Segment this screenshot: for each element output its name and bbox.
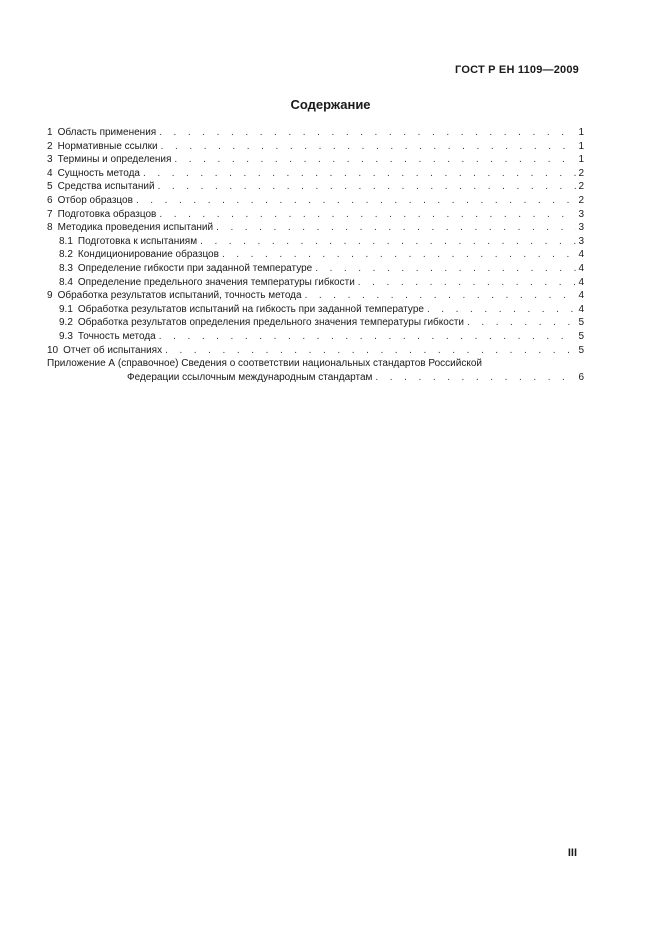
dot-leader	[159, 330, 577, 344]
toc-entry-title: Подготовка к испытаниям	[77, 235, 198, 247]
dot-leader	[161, 140, 577, 154]
toc-entry-page: 2	[578, 167, 584, 179]
dot-leader	[427, 303, 576, 317]
toc-entry-title: Обработка результатов определения предельного значения температуры гибкости	[77, 317, 464, 329]
dot-leader	[159, 126, 576, 140]
toc-entry	[47, 316, 584, 330]
toc-entry	[47, 248, 584, 262]
dot-leader	[375, 371, 576, 385]
table-of-contents	[47, 126, 584, 384]
toc-entry	[47, 330, 584, 344]
toc-entry-page: 1	[578, 140, 584, 152]
toc-entry-number: 2	[47, 140, 53, 152]
dot-leader	[200, 235, 576, 249]
dot-leader	[158, 180, 577, 194]
toc-entry-number: 1	[47, 127, 53, 138]
toc-entry-title: Обработка результатов испытаний на гибкость при заданной температуре	[77, 303, 424, 315]
dot-leader	[159, 208, 576, 222]
toc-entry-number: 5	[47, 181, 53, 193]
dot-leader	[358, 276, 577, 290]
toc-entry	[47, 303, 584, 317]
dot-leader	[305, 289, 577, 303]
toc-entry-title: Обработка результатов испытаний, точность метода	[57, 290, 302, 302]
toc-entry-number: 8	[47, 222, 53, 234]
toc-entry	[47, 262, 584, 276]
toc-entry-number: 3	[47, 154, 53, 166]
toc-entry-title: Методика проведения испытаний	[57, 222, 214, 234]
toc-entry-number: 8.1	[59, 235, 73, 247]
dot-leader	[467, 316, 576, 330]
toc-entry-page: 2	[578, 194, 584, 206]
toc-entry-page: 4	[578, 249, 584, 261]
toc-entry-title: Средства испытаний	[57, 181, 155, 193]
annex-page-number: 6	[578, 371, 584, 383]
toc-entry-number: 8.3	[59, 262, 73, 274]
toc-entry	[47, 276, 584, 290]
toc-entry-page: 3	[578, 235, 584, 247]
annex-title-continued: Федерации ссылочным международным стандартам	[127, 371, 373, 383]
toc-entry-title: Термины и определения	[57, 154, 172, 166]
toc-entries	[47, 126, 584, 357]
toc-entry-number: 9.2	[59, 317, 73, 329]
toc-entry	[47, 153, 584, 167]
page-number: III	[567, 847, 577, 859]
toc-entry-number: 4	[47, 167, 53, 179]
dot-leader	[165, 344, 576, 358]
toc-entry-page: 5	[578, 344, 584, 356]
toc-entry-page: 3	[578, 222, 584, 234]
toc-entry-title: Отчет об испытаниях	[63, 344, 163, 356]
toc-entry-page: 4	[578, 303, 584, 315]
toc-entry-number: 7	[47, 208, 53, 220]
toc-entry	[47, 344, 584, 358]
toc-entry	[47, 180, 584, 194]
toc-entry	[47, 208, 584, 222]
toc-entry-page: 4	[578, 276, 584, 288]
dot-leader	[315, 262, 576, 276]
toc-entry-page: 1	[578, 127, 584, 138]
dot-leader	[216, 221, 576, 235]
toc-entry-title: Подготовка образцов	[57, 208, 157, 220]
dot-leader	[136, 194, 577, 208]
toc-entry	[47, 235, 584, 249]
toc-entry-number: 6	[47, 194, 53, 206]
annex-entry-line1: Приложение А (справочное) Сведения о соответствии национальных стандартов Российской	[47, 358, 482, 370]
dot-leader	[222, 248, 577, 262]
toc-entry-page: 2	[578, 181, 584, 193]
toc-entry-title: Точность метода	[77, 330, 156, 342]
toc-entry-title: Определение предельного значения температуры гибкости	[77, 276, 355, 288]
toc-entry	[47, 289, 584, 303]
toc-entry-title: Определение гибкости при заданной температуре	[77, 262, 313, 274]
toc-entry-page: 1	[578, 154, 584, 166]
toc-entry-page: 4	[578, 290, 584, 302]
toc-entry-title: Сущность метода	[57, 167, 140, 179]
dot-leader	[174, 153, 576, 167]
toc-entry-title: Кондиционирование образцов	[77, 249, 219, 261]
toc-entry-title: Отбор образцов	[57, 194, 133, 206]
toc-entry-page: 4	[578, 262, 584, 274]
page-title: Содержание	[290, 97, 371, 112]
toc-entry	[47, 221, 584, 235]
document-code: ГОСТ Р ЕН 1109—2009	[455, 64, 579, 76]
toc-entry	[47, 167, 584, 181]
toc-entry-number: 10	[47, 344, 59, 356]
toc-entry-number: 8.4	[59, 276, 73, 288]
toc-entry-number: 9	[47, 290, 53, 302]
toc-entry-page: 5	[578, 317, 584, 329]
toc-entry	[47, 194, 584, 208]
toc-entry-page: 3	[578, 208, 584, 220]
toc-entry-title: Нормативные ссылки	[57, 140, 158, 152]
toc-entry-number: 8.2	[59, 249, 73, 261]
annex-entry-line2	[47, 371, 584, 385]
toc-entry-page: 5	[578, 330, 584, 342]
toc-entry	[47, 126, 584, 140]
toc-entry-number: 9.1	[59, 303, 73, 315]
toc-entry	[47, 140, 584, 154]
dot-leader	[143, 167, 576, 181]
toc-entry-number: 9.3	[59, 330, 73, 342]
toc-entry-title: Область применения	[57, 127, 157, 138]
